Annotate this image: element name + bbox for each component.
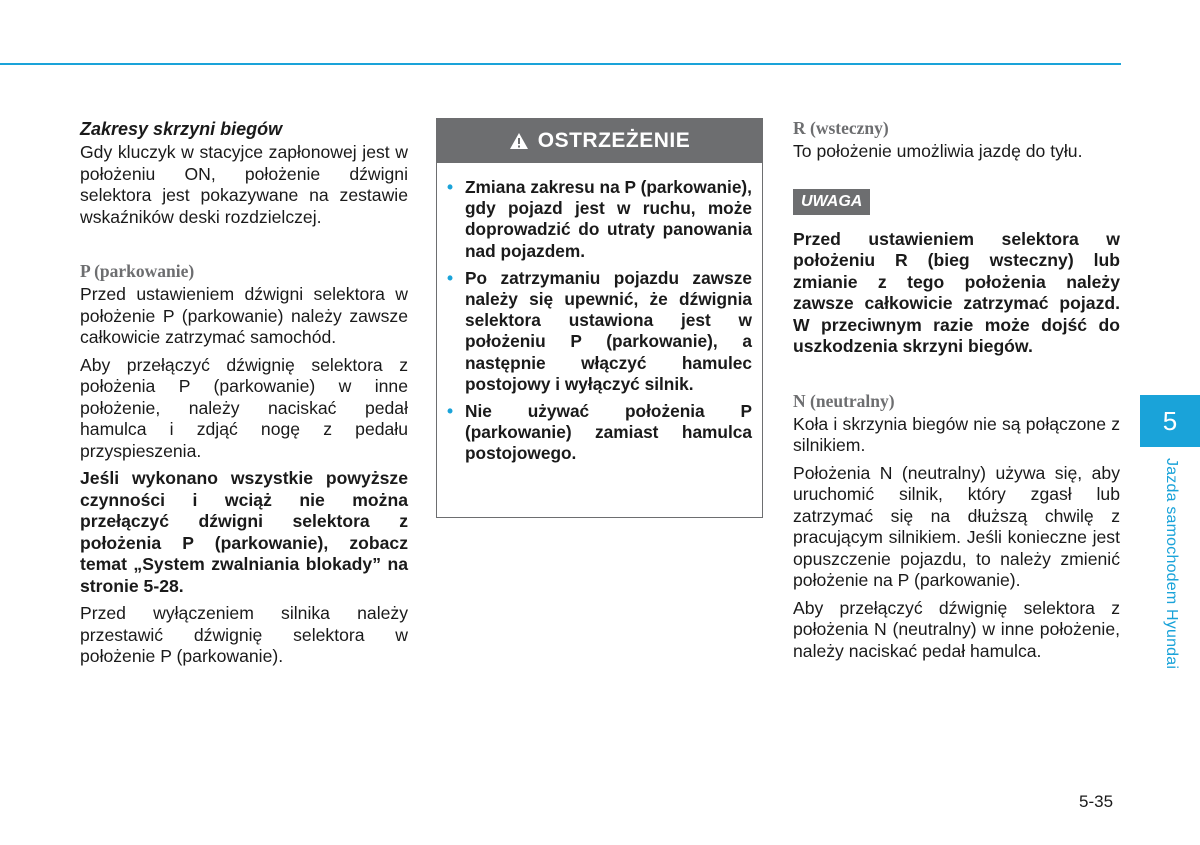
p-heading: P (parkowanie) — [80, 261, 195, 281]
bullet-icon: • — [447, 267, 454, 288]
p-paragraph-2: Aby przełączyć dźwignię selektora z położenia P (parkowanie) w inne położenie, należy naciskać pedał hamulca i zdjąć nogę z pedału przyspieszenia. — [80, 354, 408, 461]
warning-item — [447, 401, 752, 465]
page-number: 5-35 — [1079, 792, 1114, 811]
warning-item-text: Po zatrzymaniu pojazdu zawsze należy się upewnić, że dźwignia selektora ustawiona jest w położeniu P (parkowanie), a następnie włączyć hamulec postojowy i wyłączyć silnik. — [465, 267, 752, 394]
n-paragraph-3: Aby przełączyć dźwignię selektora z położenia N (neutralny) w inne położenie, należy naciskać pedał hamulca. — [793, 597, 1120, 661]
header-rule — [0, 63, 1121, 65]
intro-paragraph: Gdy kluczyk w stacyjce zapłonowej jest w położeniu ON, położenie dźwigni selektora jest pokazywane na zestawie wskaźników deski rozdzielczej. — [80, 142, 408, 227]
warning-triangle-icon — [509, 132, 529, 150]
warning-item — [447, 268, 752, 395]
warning-item-text: Zmiana zakresu na P (parkowanie), gdy pojazd jest w ruchu, może doprowadzić do utraty panowania nad pojazdem. — [465, 177, 752, 261]
chapter-side-label: Jazda samochodem Hyundai — [1163, 458, 1180, 670]
right-column — [793, 118, 1120, 662]
section-title: Zakresy skrzyni biegów — [80, 119, 283, 139]
n-paragraph-1: Koła i skrzynia biegów nie są połączone z silnikiem. — [793, 413, 1120, 455]
warning-header — [437, 119, 762, 163]
warning-item-text: Nie używać położenia P (parkowanie) zamiast hamulca postojowego. — [465, 401, 752, 464]
n-heading: N (neutralny) — [793, 390, 895, 411]
n-paragraph-2: Położenia N (neutralny) używa się, aby uruchomić silnik, który zgasł lub zatrzymać się na dłuższą chwilę z pracującym silnikiem. Jeśli konieczne jest opuszczenie pojazdu, to należy zmienić położenie na P (parkowanie). — [793, 462, 1120, 590]
chapter-tab: 5 — [1140, 395, 1200, 447]
p-paragraph-1: Przed ustawieniem dźwigni selektora w położenie P (parkowanie) należy zawsze całkowicie zatrzymać samochód. — [80, 284, 408, 347]
caution-badge: UWAGA — [793, 189, 870, 215]
warning-list — [437, 163, 762, 465]
r-paragraph: To położenie umożliwia jazdę do tyłu. — [793, 141, 1083, 161]
r-heading: R (wsteczny) — [793, 118, 889, 138]
p-paragraph-3: Jeśli wykonano wszystkie powyższe czynności i wciąż nie można przełączyć dźwigni selektora z położenia P (parkowanie), zobacz temat „System zwalniania blokady” na stronie 5-28. — [80, 468, 408, 596]
warning-item — [447, 177, 752, 262]
bullet-icon: • — [447, 177, 454, 197]
p-paragraph-4: Przed wyłączeniem silnika należy przestawić dźwignię selektora w położenie P (parkowanie). — [80, 603, 408, 666]
bullet-icon: • — [447, 401, 454, 422]
warning-box — [436, 118, 763, 518]
left-column — [80, 118, 408, 668]
caution-paragraph: Przed ustawieniem selektora w położeniu R (bieg wsteczny) lub zmianie z tego położenia należy zawsze całkowicie zatrzymać pojazd. W przeciwnym razie może dojść do uszkodzenia skrzyni biegów. — [793, 228, 1120, 356]
warning-label: OSTRZEŻENIE — [537, 129, 691, 152]
